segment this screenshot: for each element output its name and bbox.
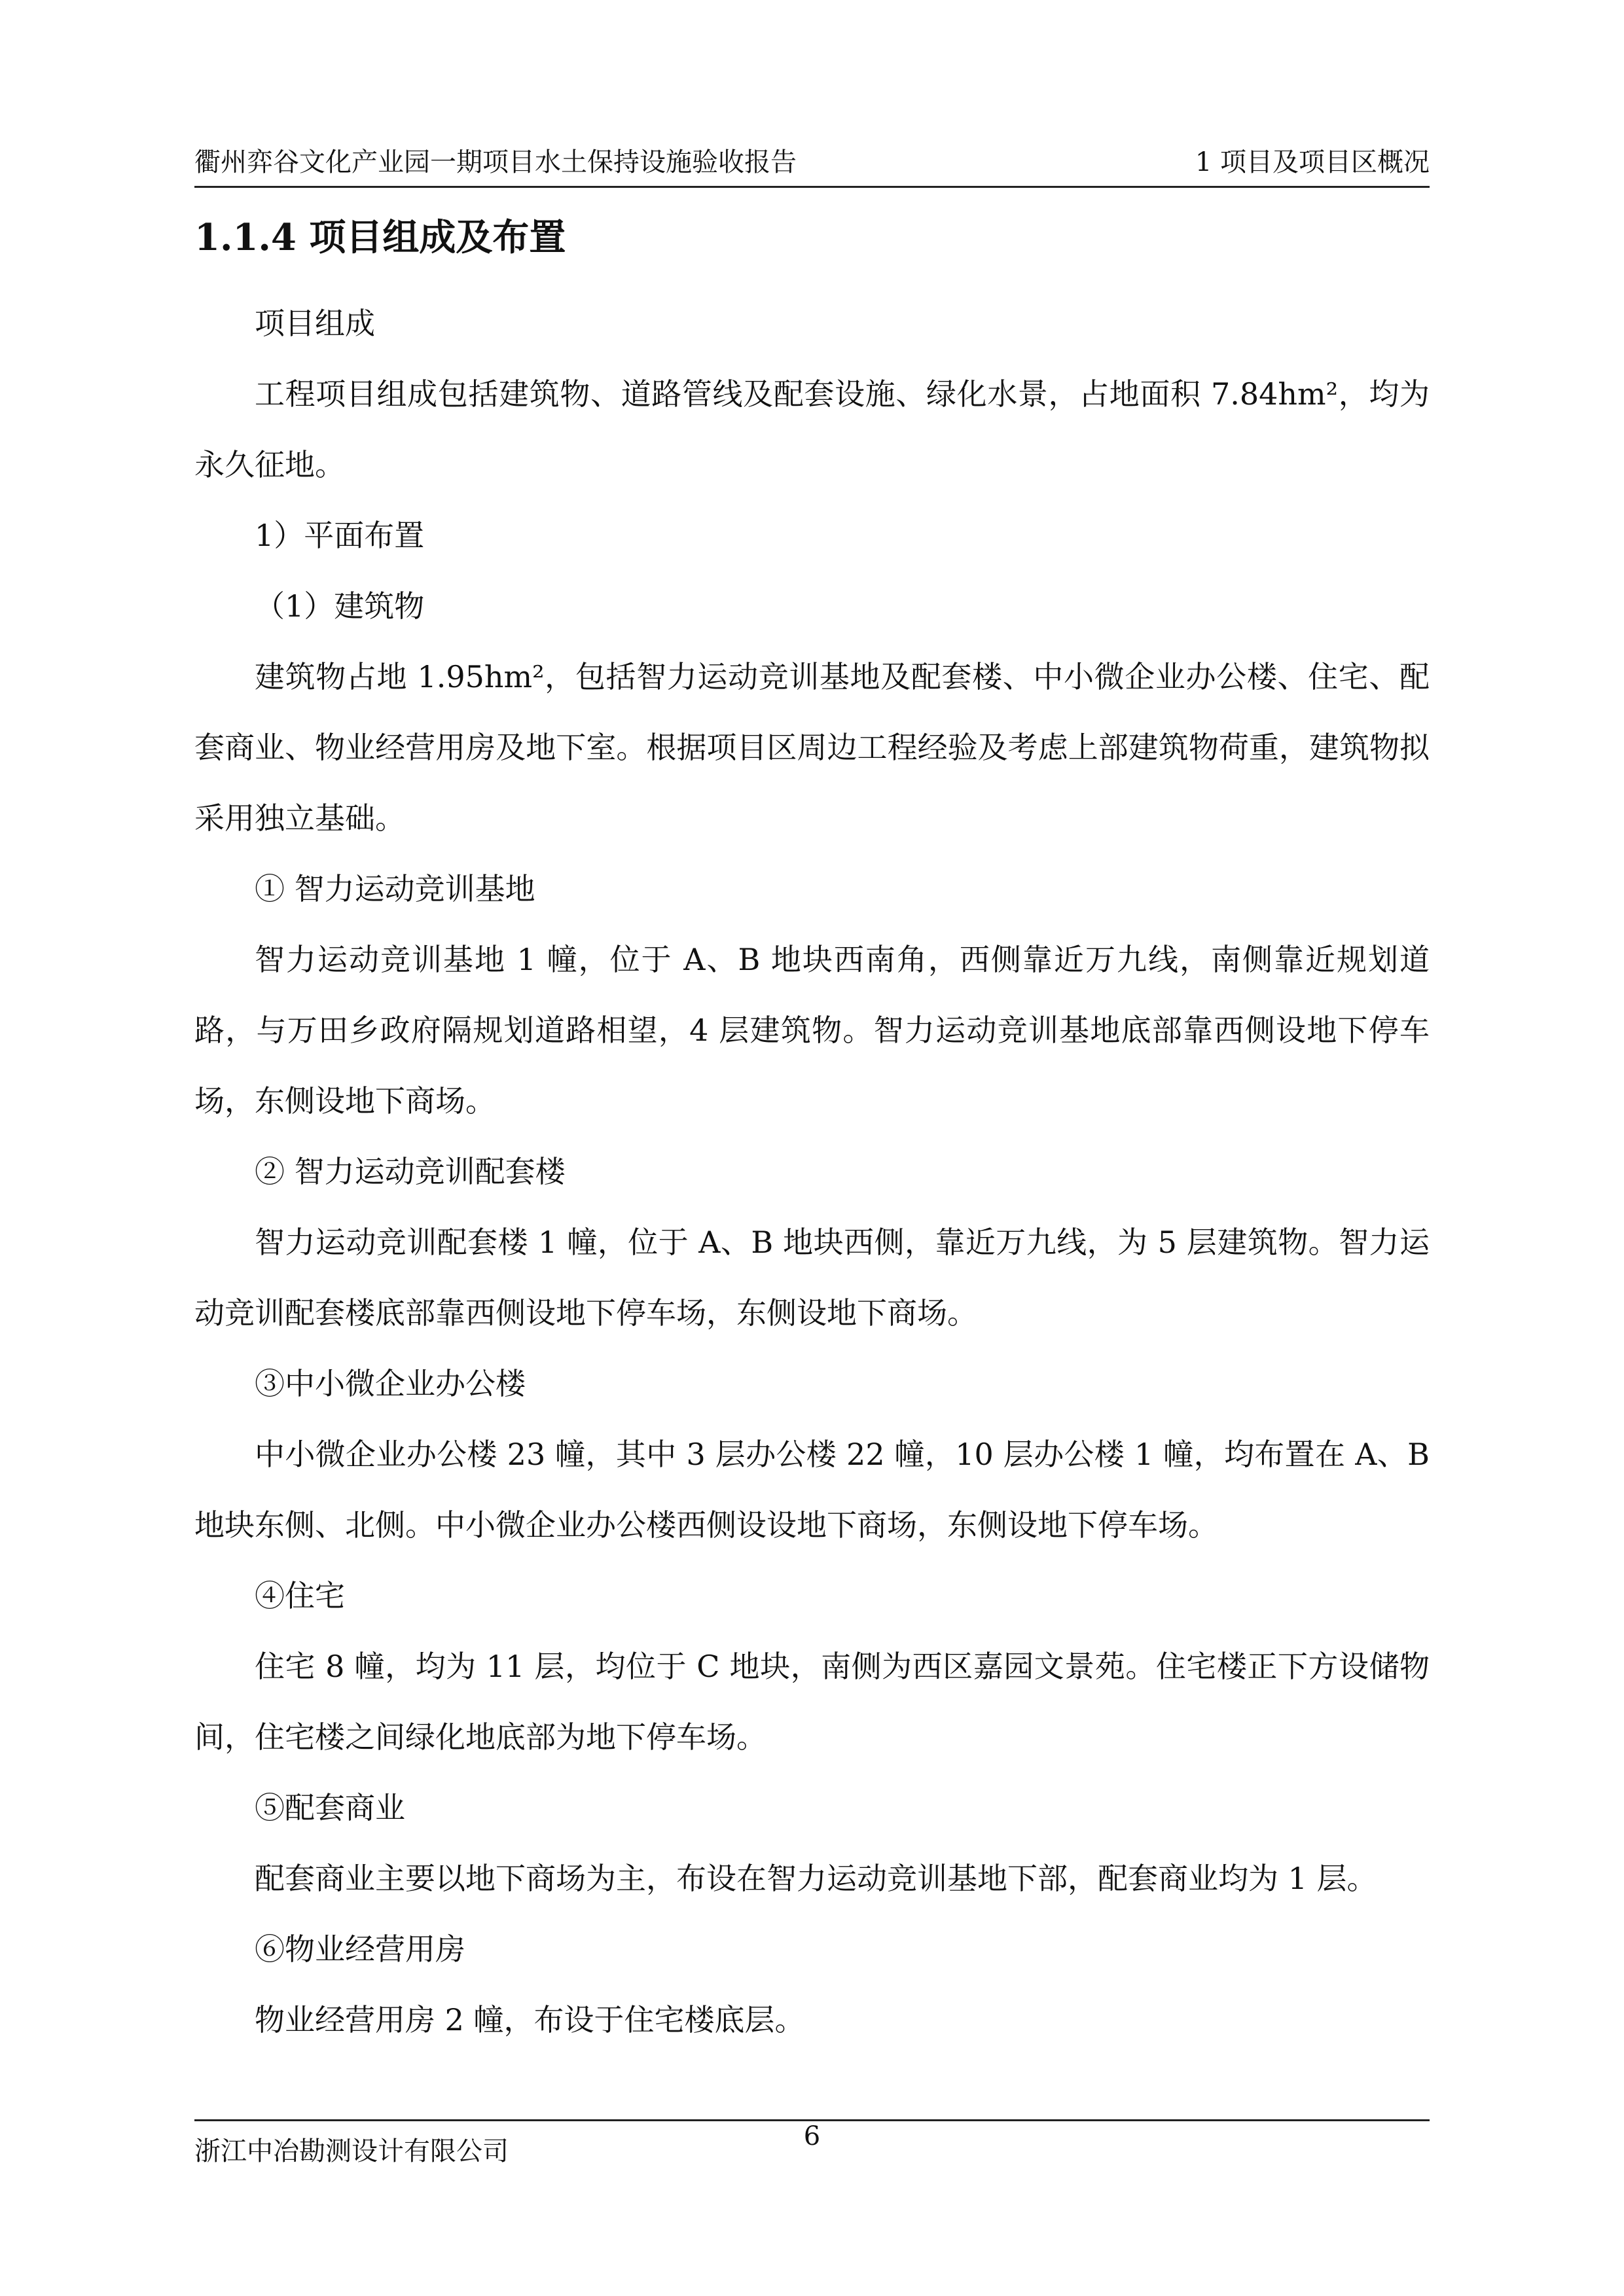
paragraph: 工程项目组成包括建筑物、道路管线及配套设施、绿化水景，占地面积 7.84hm²，均为永久征地。 (194, 376, 1430, 482)
paragraph: 配套商业主要以地下商场为主，布设在智力运动竞训基地下部，配套商业均为 1 层。 (255, 1861, 1377, 1896)
paragraph: 项目组成 (255, 306, 375, 341)
paragraph: 智力运动竞训基地 1 幢，位于 A、B 地块西南角，西侧靠近万九线，南侧靠近规划道路，与万田乡政府隔规划道路相望，4 层建筑物。智力运动竞训基地底部靠西侧设地下停车场，东侧设地下商场。 (194, 942, 1430, 1119)
paragraph: 1）平面布置 (255, 518, 425, 553)
paragraph: ① 智力运动竞训基地 (255, 871, 535, 906)
paragraph: 物业经营用房 2 幢，布设于住宅楼底层。 (255, 2002, 805, 2037)
page-footer (194, 2119, 1430, 2174)
section-heading: 1.1.4 项目组成及布置 (194, 216, 566, 259)
paragraph: 中小微企业办公楼 23 幢，其中 3 层办公楼 22 幢，10 层办公楼 1 幢，均布置在 A、B 地块东侧、北侧。中小微企业办公楼西侧设设地下商场，东侧设地下停车场。 (194, 1437, 1430, 1543)
paragraph: ④住宅 (255, 1578, 345, 1613)
body-text (194, 288, 1430, 2055)
paragraph: ③中小微企业办公楼 (255, 1366, 526, 1401)
header-chapter-title: 1 项目及项目区概况 (1195, 147, 1430, 177)
paragraph: ⑤配套商业 (255, 1790, 405, 1825)
paragraph: ② 智力运动竞训配套楼 (255, 1154, 566, 1189)
footer-company: 浙江中冶勘测设计有限公司 (194, 2136, 509, 2166)
paragraph: 建筑物占地 1.95hm²，包括智力运动竞训基地及配套楼、中小微企业办公楼、住宅、配套商业、物业经营用房及地下室。根据项目区周边工程经验及考虑上部建筑物荷重，建筑物拟采用独立基础。 (194, 659, 1430, 836)
header-report-title: 衢州弈谷文化产业园一期项目水土保持设施验收报告 (194, 147, 797, 177)
page-header (194, 143, 1430, 188)
page-number: 6 (803, 2121, 821, 2151)
paragraph: ⑥物业经营用房 (255, 1931, 465, 1967)
paragraph: 智力运动竞训配套楼 1 幢，位于 A、B 地块西侧，靠近万九线，为 5 层建筑物。智力运动竞训配套楼底部靠西侧设地下停车场，东侧设地下商场。 (194, 1225, 1430, 1331)
paragraph: 住宅 8 幢，均为 11 层，均位于 C 地块，南侧为西区嘉园文景苑。住宅楼正下方设储物间，住宅楼之间绿化地底部为地下停车场。 (194, 1649, 1430, 1755)
paragraph: （1）建筑物 (255, 588, 425, 624)
